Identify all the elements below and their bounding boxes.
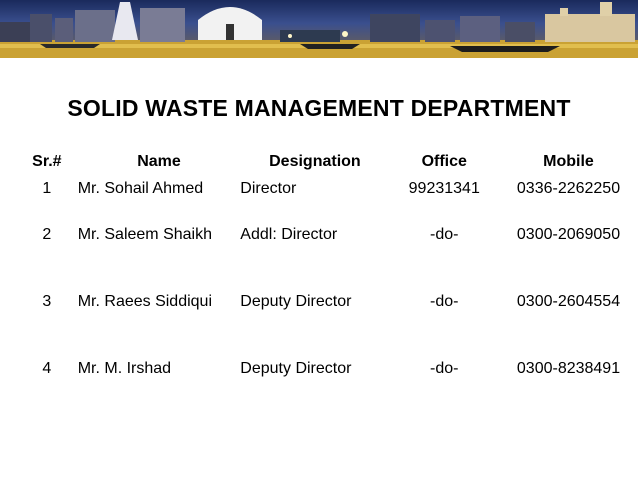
table-row — [22, 222, 638, 289]
table-header-row — [22, 148, 638, 176]
cell-designation: Deputy Director — [240, 360, 352, 377]
cell-office: -do- — [430, 226, 459, 243]
table-row — [22, 176, 638, 222]
header-office: Office — [421, 153, 467, 170]
cell-office: -do- — [430, 360, 459, 377]
skyline-image — [0, 0, 638, 58]
cell-mobile: 0300-2604554 — [516, 293, 621, 310]
cell-sr: 4 — [42, 360, 52, 377]
header-mobile: Mobile — [543, 153, 594, 170]
cell-name: Mr. M. Irshad — [77, 360, 172, 377]
table-row — [22, 356, 638, 423]
header-sr: Sr.# — [32, 153, 62, 170]
cell-mobile: 0336-2262250 — [516, 180, 621, 197]
cell-designation: Director — [240, 180, 297, 197]
cell-sr: 2 — [42, 226, 52, 243]
cell-name: Mr. Saleem Shaikh — [77, 226, 212, 243]
cell-designation: Addl: Director — [240, 226, 338, 243]
cell-name: Mr. Sohail Ahmed — [77, 180, 204, 197]
contact-table — [22, 148, 638, 423]
city-skyline-banner — [0, 0, 638, 58]
header-name: Name — [137, 153, 181, 170]
cell-office: 99231341 — [408, 180, 480, 197]
cell-sr: 3 — [42, 293, 52, 310]
cell-sr: 1 — [42, 180, 52, 197]
header-designation: Designation — [269, 153, 361, 170]
table-row — [22, 289, 638, 356]
page-title: SOLID WASTE MANAGEMENT DEPARTMENT — [67, 95, 571, 121]
cell-mobile: 0300-2069050 — [516, 226, 621, 243]
cell-name: Mr. Raees Siddiqui — [77, 293, 213, 310]
cell-designation: Deputy Director — [240, 293, 352, 310]
cell-office: -do- — [430, 293, 459, 310]
cell-mobile: 0300-8238491 — [516, 360, 621, 377]
